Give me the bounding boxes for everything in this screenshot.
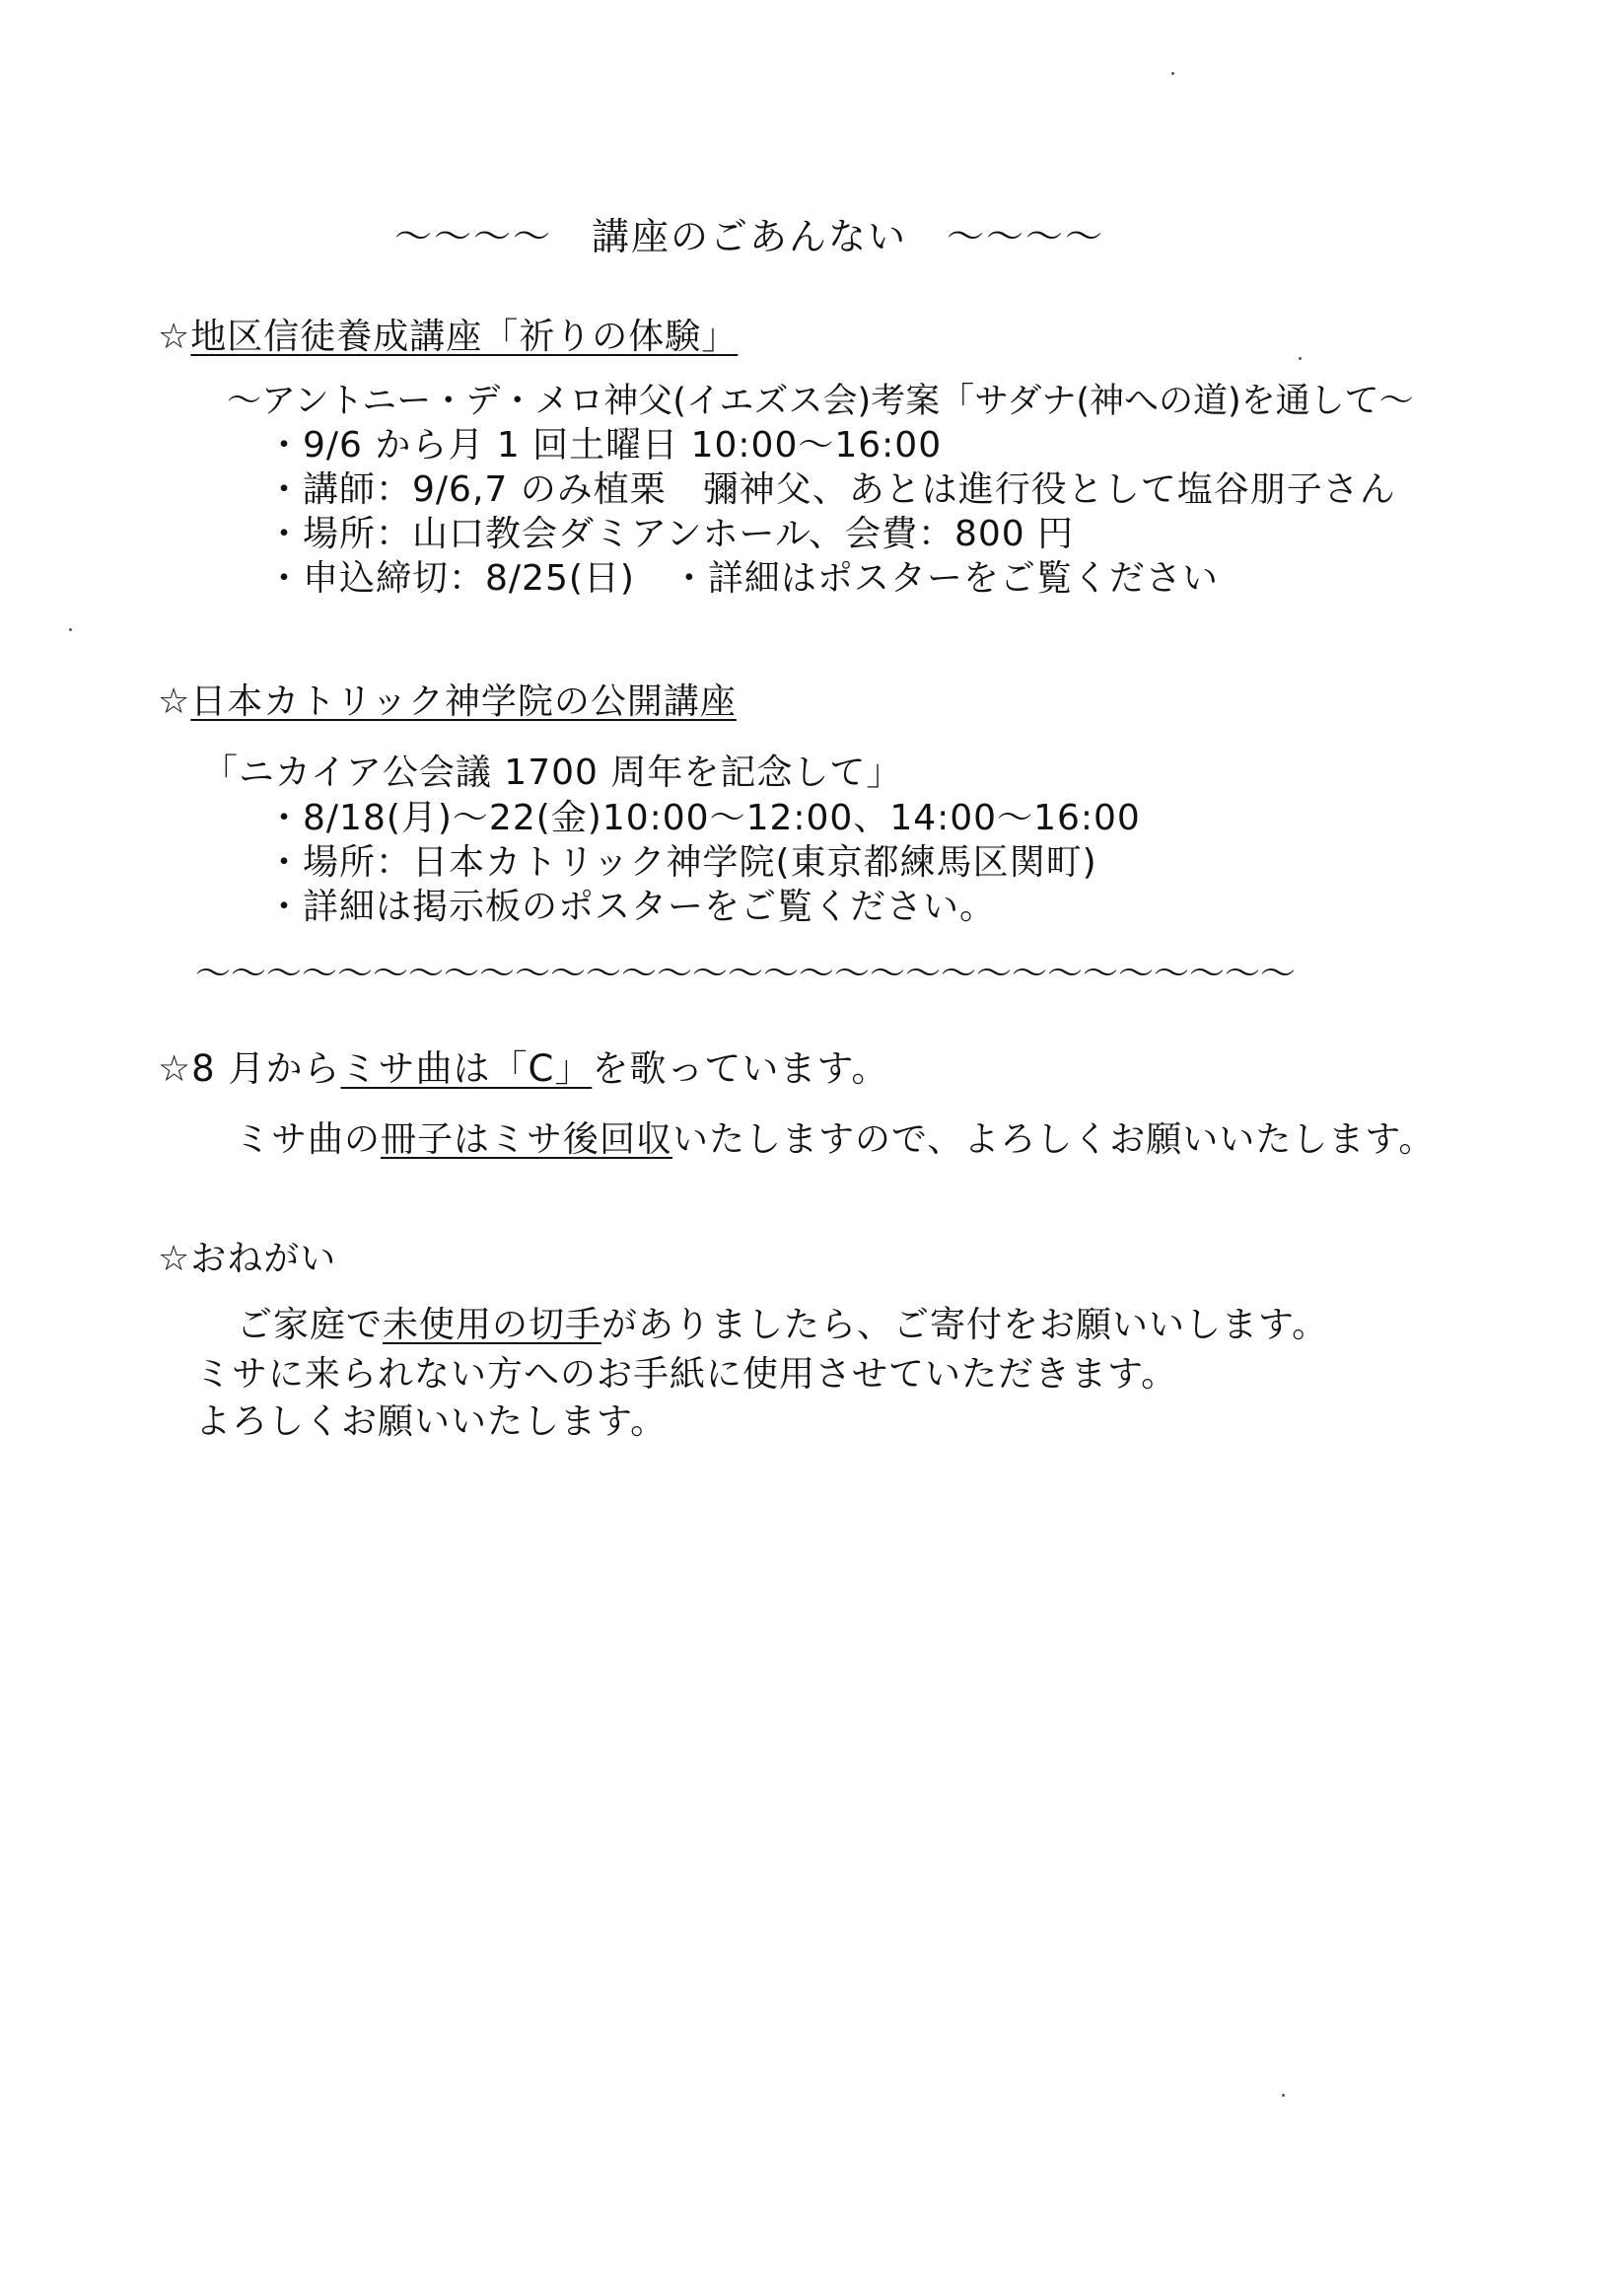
lecture-subtitle: 「ニカイア公会議 1700 周年を記念して」 bbox=[202, 753, 903, 793]
scan-speck bbox=[69, 628, 72, 631]
lecture-details: ・詳細は掲示板のポスターをご覧ください。 bbox=[266, 887, 997, 927]
mass-booklet-notice bbox=[235, 1118, 1435, 1162]
lecture-schedule: ・8/18(月)～22(金)10:00～12:00、14:00～16:00 bbox=[266, 798, 1141, 838]
heading-text: 日本カトリック神学院の公開講座 bbox=[190, 681, 737, 722]
scan-speck bbox=[1171, 72, 1174, 75]
course-deadline: ・申込締切：8/25(日) ・詳細はポスターをご覧ください bbox=[266, 558, 1219, 599]
separator-line: ～～～～～～～～～～～～～～～～～～～～～～～～～～～～～～～ bbox=[195, 954, 1297, 994]
page-title: ～～～～ 講座のごあんない ～～～～ bbox=[394, 215, 1105, 258]
text-underlined: 冊子はミサ後回収 bbox=[381, 1119, 673, 1160]
section-heading-seminary-lecture bbox=[158, 681, 737, 724]
text-part: ミサ曲の bbox=[235, 1119, 382, 1160]
request-line-1 bbox=[237, 1304, 1328, 1347]
lecture-location: ・場所：日本カトリック神学院(東京都練馬区関町) bbox=[266, 842, 1097, 883]
request-line-3: よろしくお願いいたします。 bbox=[195, 1401, 668, 1442]
heading-text: 地区信徒養成講座「祈りの体験」 bbox=[190, 317, 739, 357]
text-underlined: 未使用の切手 bbox=[383, 1305, 602, 1345]
request-line-2: ミサに来られない方へのお手紙に使用させていただきます。 bbox=[195, 1354, 1178, 1395]
scan-speck bbox=[1282, 2094, 1285, 2097]
heading-part: ☆8 月から bbox=[158, 1047, 341, 1090]
section-heading-training-course bbox=[158, 316, 738, 359]
text-part: いたしますので、よろしくお願いいたします。 bbox=[672, 1119, 1436, 1160]
course-lecturer: ・講師：9/6,7 のみ植栗 彌神父、あとは進行役として塩谷朋子さん bbox=[266, 469, 1396, 510]
star-icon: ☆ bbox=[158, 681, 191, 722]
scan-speck bbox=[1299, 357, 1302, 360]
section-heading-mass-setting bbox=[158, 1047, 888, 1091]
course-location-fee: ・場所：山口教会ダミアンホール、会費：800 円 bbox=[266, 514, 1075, 554]
text-part: がありましたら、ご寄付をお願いいします。 bbox=[601, 1305, 1329, 1345]
star-icon: ☆ bbox=[158, 317, 191, 357]
course-subtitle: ～アントニー・デ・メロ神父(イエズス会)考案「サダナ(神への道)を通して～ bbox=[227, 382, 1414, 421]
text-part: ご家庭で bbox=[237, 1305, 384, 1345]
section-heading-request: ☆おねがい bbox=[158, 1239, 337, 1279]
heading-part: を歌っています。 bbox=[592, 1047, 889, 1090]
course-schedule: ・9/6 から月 1 回土曜日 10:00～16:00 bbox=[266, 425, 943, 466]
heading-underlined: ミサ曲は「C」 bbox=[340, 1047, 593, 1090]
